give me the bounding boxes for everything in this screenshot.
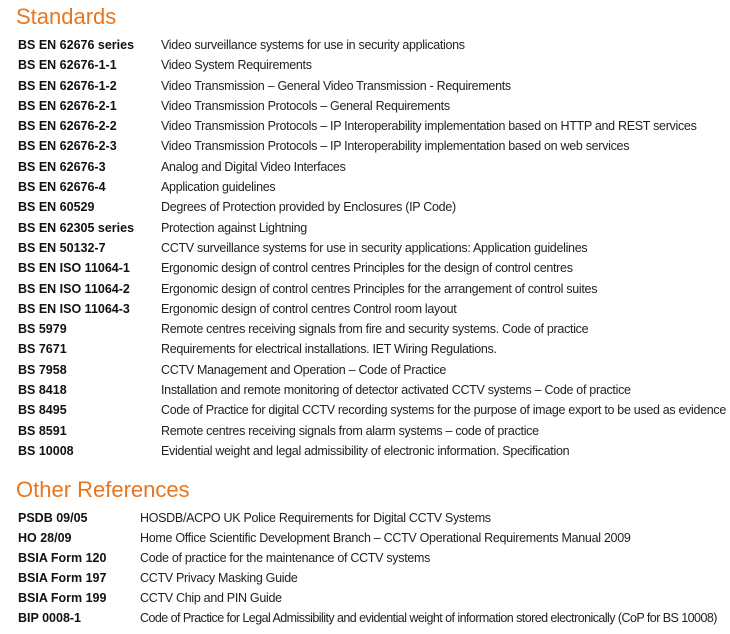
standard-row (18, 441, 727, 461)
standard-description: Ergonomic design of control centres Principles for the arrangement of control suites (161, 281, 598, 296)
standard-row (18, 258, 727, 278)
standard-row (18, 339, 727, 359)
standard-row (18, 299, 727, 319)
reference-code: BSIA Form 197 (18, 571, 107, 585)
standard-code: BS 10008 (18, 443, 74, 458)
reference-description: Home Office Scientific Development Branch – CCTV Operational Requirements Manual 2009 (140, 531, 631, 545)
standard-row (18, 177, 727, 197)
standard-description: Video surveillance systems for use in security applications (161, 38, 465, 52)
reference-description: Code of practice for the maintenance of CCTV systems (140, 551, 431, 565)
standard-description: Analog and Digital Video Interfaces (161, 159, 346, 174)
standard-row (18, 319, 727, 339)
standard-description: Ergonomic design of control centres Control room layout (161, 301, 457, 316)
standard-description: CCTV Management and Operation – Code of Practice (161, 362, 447, 377)
reference-description: CCTV Chip and PIN Guide (140, 591, 282, 605)
standard-description: Degrees of Protection provided by Enclosures (IP Code) (161, 200, 456, 215)
standard-row (18, 238, 727, 258)
standard-description: Remote centres receiving signals from alarm systems – code of practice (161, 423, 539, 438)
reference-code: BSIA Form 120 (18, 551, 107, 565)
standard-code: BS EN 62676-1-1 (18, 58, 117, 73)
standard-row (18, 400, 727, 420)
standard-description: Remote centres receiving signals from fire and security systems. Code of practice (161, 322, 589, 337)
standard-row (18, 421, 727, 441)
reference-row (18, 548, 717, 568)
standard-description: Requirements for electrical installations. IET Wiring Regulations. (161, 342, 497, 357)
other-references-heading: Other References (16, 477, 190, 502)
standard-description: Video Transmission – General Video Transmission - Requirements (161, 78, 511, 93)
reference-code: BIP 0008-1 (18, 611, 82, 625)
reference-row (18, 588, 717, 608)
reference-row (18, 508, 717, 528)
standard-code: BS 8418 (18, 383, 67, 398)
reference-description: CCTV Privacy Masking Guide (140, 571, 298, 585)
standard-code: BS EN 62676-4 (18, 180, 106, 195)
reference-code: BSIA Form 199 (18, 591, 107, 605)
reference-code: PSDB 09/05 (18, 511, 88, 525)
reference-row (18, 568, 717, 588)
standard-code: BS EN 62676 series (18, 38, 135, 52)
standard-description: Code of Practice for digital CCTV recording systems for the purpose of image export to be used as evidence (161, 403, 727, 418)
standard-row (18, 279, 727, 299)
standard-code: BS 8495 (18, 403, 67, 418)
standard-row (18, 35, 727, 55)
standard-description: Video System Requirements (161, 58, 312, 73)
standard-code: BS EN 50132-7 (18, 240, 106, 255)
standard-row (18, 360, 727, 380)
standard-code: BS EN 62676-2-3 (18, 139, 117, 154)
standard-description: Evidential weight and legal admissibility of electronic information. Specification (161, 443, 570, 458)
standard-description: Video Transmission Protocols – General Requirements (161, 98, 450, 113)
standard-code: BS EN 60529 (18, 200, 95, 215)
reference-code: HO 28/09 (18, 531, 72, 545)
standard-code: BS 7671 (18, 342, 67, 357)
standard-description: Protection against Lightning (161, 220, 307, 235)
standard-description: Video Transmission Protocols – IP Interoperability implementation based on web services (161, 139, 630, 154)
standard-row (18, 76, 727, 96)
reference-row (18, 608, 717, 628)
standard-description: Application guidelines (161, 180, 276, 195)
standard-row (18, 218, 727, 238)
standard-row (18, 136, 727, 156)
standard-row (18, 96, 727, 116)
standard-code: BS EN 62305 series (18, 220, 135, 235)
standard-description: Ergonomic design of control centres Principles for the design of control centres (161, 261, 573, 276)
standard-description: Installation and remote monitoring of detector activated CCTV systems – Code of practice (161, 383, 631, 398)
standard-row (18, 380, 727, 400)
standard-code: BS EN 62676-1-2 (18, 78, 117, 93)
standard-code: BS 8591 (18, 423, 67, 438)
standard-row (18, 157, 727, 177)
standard-row (18, 197, 727, 217)
reference-row (18, 528, 717, 548)
standard-code: BS 5979 (18, 322, 67, 337)
standard-code: BS EN 62676-2-1 (18, 98, 117, 113)
standard-description: CCTV surveillance systems for use in security applications: Application guidelines (161, 240, 588, 255)
standards-list (18, 35, 727, 461)
other-references-list (18, 508, 717, 628)
standard-code: BS EN 62676-3 (18, 159, 106, 174)
standards-heading: Standards (16, 4, 117, 29)
standard-code: BS EN ISO 11064-3 (18, 301, 130, 316)
standard-code: BS EN 62676-2-2 (18, 119, 117, 134)
standard-row (18, 55, 727, 75)
standard-description: Video Transmission Protocols – IP Interoperability implementation based on HTTP and REST services (161, 119, 697, 134)
standard-code: BS EN ISO 11064-2 (18, 281, 130, 296)
reference-description: Code of Practice for Legal Admissibility and evidential weight of information stored electronically (CoP for BS 10008) (140, 611, 717, 625)
standard-code: BS EN ISO 11064-1 (18, 261, 130, 276)
reference-description: HOSDB/ACPO UK Police Requirements for Digital CCTV Systems (140, 511, 491, 525)
standard-row (18, 116, 727, 136)
standard-code: BS 7958 (18, 362, 67, 377)
